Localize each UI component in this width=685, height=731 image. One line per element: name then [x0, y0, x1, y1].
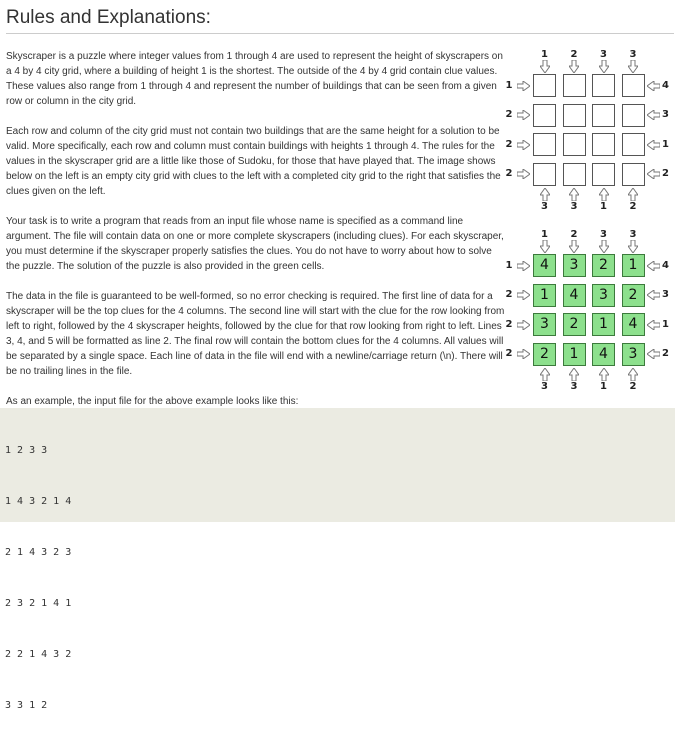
grid-cell	[533, 133, 556, 156]
right-clue: 3	[662, 109, 669, 120]
grid-cell	[533, 104, 556, 127]
arrow-up-icon	[599, 188, 609, 201]
code-line: 2 2 1 4 3 2	[5, 649, 72, 660]
top-clue: 3	[629, 49, 637, 60]
paragraph-rules: Each row and column of the city grid must not contain two buildings that are the same height for a solution to be valid. More specifically, each row and column must contain buildings with heights 1 through 4. The rules for the values in the skyscraper grid are a little like those of Sudoku, for those that have played that. The image shows below on the left is an empty city grid with clues to the left with a completed city grid to the right that satisfies the clues given on the left.	[6, 126, 501, 197]
arrow-up-icon	[599, 368, 609, 381]
left-clue: 2	[505, 289, 513, 300]
arrow-down-icon	[569, 240, 579, 253]
grid-cell	[563, 133, 586, 156]
bottom-clue: 1	[600, 200, 607, 212]
left-clue: 1	[505, 79, 513, 91]
grid-cell	[592, 133, 615, 156]
bottom-clue: 1	[600, 380, 607, 392]
left-clue: 2	[505, 138, 513, 150]
arrow-down-icon	[540, 240, 550, 253]
bottom-clue: 3	[570, 200, 578, 212]
arrow-up-icon	[628, 368, 638, 381]
grid-cell	[622, 133, 645, 156]
grid-cell: 3	[592, 284, 615, 307]
arrow-right-icon	[517, 81, 530, 91]
grid-cell	[622, 104, 645, 127]
code-line: 1 4 3 2 1 4	[5, 496, 72, 507]
top-clue: 3	[600, 229, 607, 240]
left-clue: 1	[505, 259, 513, 271]
arrow-right-icon	[517, 320, 530, 330]
bottom-clue: 3	[541, 380, 548, 392]
right-clue: 4	[662, 79, 669, 91]
code-line: 2 1 4 3 2 3	[5, 547, 72, 558]
grid-cell: 2	[563, 313, 586, 336]
right-clue: 2	[662, 168, 669, 179]
right-clue: 1	[662, 138, 669, 150]
empty-puzzle-grid	[506, 48, 674, 216]
bottom-clue: 3	[570, 380, 578, 392]
grid-cell	[592, 163, 615, 186]
paragraph-intro: Skyscraper is a puzzle where integer values from 1 through 4 are used to represent the height of skyscrapers on a 4 by 4 city grid, where a building of height 1 is the shortest. The outside of the 4 by 4 grid contain clue values. These values also range from 1 through 4 and represent the number of buildings that can be seen from a given row or column in the city grid.	[6, 51, 503, 107]
grid-cell: 1	[592, 313, 615, 336]
arrow-down-icon	[540, 60, 550, 73]
arrow-up-icon	[540, 188, 550, 201]
right-clue: 4	[662, 259, 669, 271]
arrow-right-icon	[517, 140, 530, 150]
page-title: Rules and Explanations:	[6, 7, 211, 28]
grid-cell	[592, 104, 615, 127]
grid-cell: 4	[563, 284, 586, 307]
paragraph-example-intro: As an example, the input file for the above example looks like this:	[6, 396, 299, 407]
top-clue: 3	[629, 229, 637, 240]
grid-cell: 4	[592, 343, 615, 366]
paragraph-format: The data in the file is guaranteed to be well-formed, so no error checking is required. The first line of data for a skyscraper will be the top clues for the 4 columns. The second line will start with the clue for the row looking from left to right, followed by the 4 skyscraper heights, followed by the clue for that row looking from right to left. Lines 3, 4, and 5 will be formatted as line 2. The final row will contain the bottom clues for the 4 columns. All values will be separated by a single space. Each line of data in the file will end with a newline/carriage return (\n). There will be no trailing lines in the file.	[6, 291, 505, 377]
arrow-down-icon	[599, 60, 609, 73]
grid-cell	[622, 74, 645, 97]
arrow-up-icon	[628, 188, 638, 201]
paragraph-task: Your task is to write a program that reads from an input file whose name is specified as a command line argument. The file will contain data on one or more complete skyscrapers (including clues). For each skyscraper, you must determine if the skyscraper properly satisfies the clues. You do not have to worry about how to solve the puzzle. The solution of the puzzle is also provided in the green cells.	[6, 216, 504, 272]
grid-cell: 4	[622, 313, 645, 336]
arrow-up-icon	[540, 368, 550, 381]
right-clue: 3	[662, 289, 669, 300]
arrow-down-icon	[628, 240, 638, 253]
grid-cell: 2	[622, 284, 645, 307]
bottom-clue: 2	[629, 380, 637, 392]
grid-cell: 3	[533, 313, 556, 336]
arrow-down-icon	[628, 60, 638, 73]
solved-puzzle-grid	[506, 228, 674, 396]
bottom-clue: 2	[629, 200, 637, 212]
grid-cell	[622, 163, 645, 186]
grid-cell	[563, 74, 586, 97]
arrow-down-icon	[569, 60, 579, 73]
grid-cell: 3	[563, 254, 586, 277]
arrow-right-icon	[517, 110, 530, 120]
grid-cell: 1	[533, 284, 556, 307]
left-clue: 2	[505, 348, 513, 359]
grid-cell: 1	[622, 254, 645, 277]
right-clue: 2	[662, 348, 669, 359]
left-clue: 2	[505, 109, 513, 120]
arrow-right-icon	[517, 290, 530, 300]
grid-cell: 2	[592, 254, 615, 277]
top-clue: 2	[570, 229, 578, 240]
left-clue: 2	[505, 318, 513, 330]
grid-cell: 1	[563, 343, 586, 366]
top-clue: 2	[570, 49, 578, 60]
left-clue: 2	[505, 168, 513, 179]
grid-cell: 2	[533, 343, 556, 366]
arrow-right-icon	[517, 349, 530, 359]
top-clue: 1	[541, 49, 548, 60]
code-line: 1 2 3 3	[5, 445, 48, 456]
grid-cell	[592, 74, 615, 97]
code-line: 2 3 2 1 4 1	[5, 598, 72, 609]
example-input-code	[0, 408, 675, 711]
grid-cell	[563, 163, 586, 186]
title-divider	[6, 33, 674, 34]
grid-cell	[533, 163, 556, 186]
grid-cell	[563, 104, 586, 127]
top-clue: 1	[541, 229, 548, 240]
grid-cell: 4	[533, 254, 556, 277]
top-clue: 3	[600, 49, 607, 60]
arrow-right-icon	[517, 261, 530, 271]
arrow-up-icon	[569, 188, 579, 201]
grid-cell	[533, 74, 556, 97]
arrow-up-icon	[569, 368, 579, 381]
code-line: 3 3 1 2	[5, 700, 48, 711]
right-clue: 1	[662, 318, 669, 330]
arrow-right-icon	[517, 169, 530, 179]
arrow-down-icon	[599, 240, 609, 253]
grid-cell: 3	[622, 343, 645, 366]
bottom-clue: 3	[541, 200, 548, 212]
